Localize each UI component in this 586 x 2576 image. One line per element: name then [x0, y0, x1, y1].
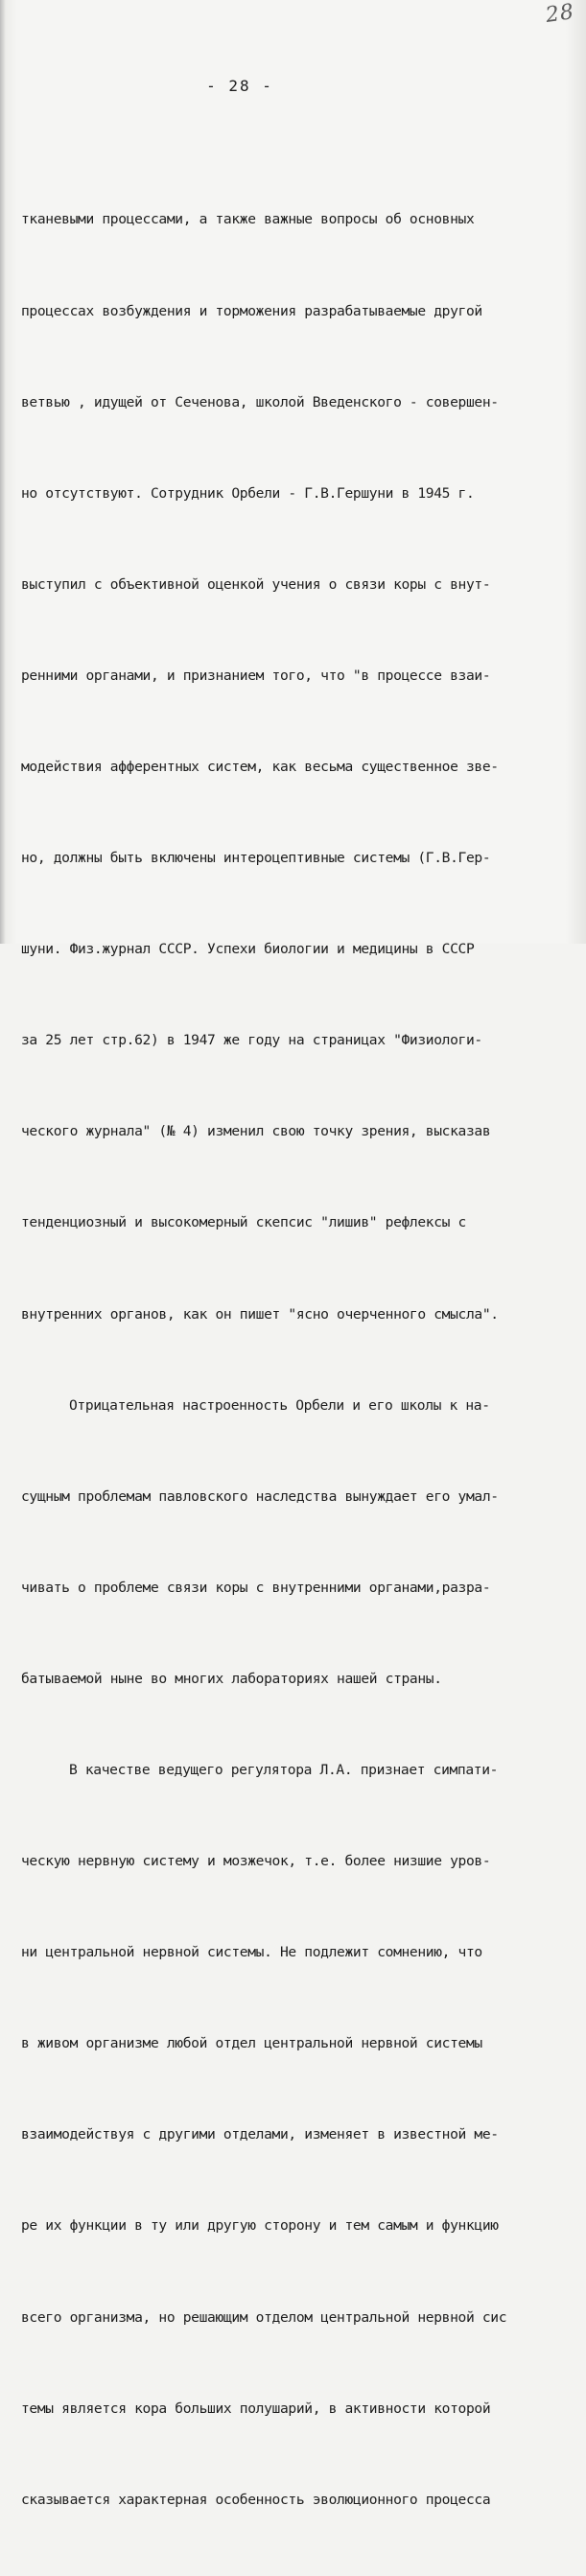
text-line: выступил с объективной оценкой учения о связи коры с внут-	[21, 575, 491, 593]
text-line: шуни. Физ.журнал СССР. Успехи биологии и медицины в СССР	[21, 941, 475, 958]
text-line: ветвью , идущей от Сеченова, школой Введенского - совершен-	[21, 393, 499, 410]
text-line: тканевыми процессами, а также важные вопросы об основных	[21, 211, 475, 228]
text-line: за 25 лет стр.62) в 1947 же году на страницах "Физиологи-	[21, 1032, 482, 1049]
handwritten-page-number: 28	[544, 0, 576, 28]
text-line: батываемой ныне во многих лабораториях нашей страны.	[21, 1670, 442, 1687]
text-line: темы является кора больших полушарий, в активности которой	[21, 2400, 491, 2417]
text-line: сказывается характерная особенность эволюционного процесса	[21, 2491, 491, 2508]
text-line: ре их функции в ту или другую сторону и тем самым и функцию	[21, 2217, 499, 2235]
text-line: тенденциозный и высокомерный скепсис "лишив" рефлексы с	[21, 1214, 466, 1231]
text-line: сущным проблемам павловского наследства вынуждает его умал-	[21, 1487, 499, 1505]
text-line: в живом организме любой отдел центральной нервной системы	[21, 2035, 482, 2052]
text-line: чивать о проблеме связи коры с внутренними органами,разра-	[21, 1579, 491, 1596]
text-line: но отсутствуют. Сотрудник Орбели - Г.В.Гершуни в 1945 г.	[21, 484, 475, 502]
text-line: ческого журнала" (№ 4) изменил свою точку зрения, высказав	[21, 1123, 491, 1140]
text-line: ни центральной нервной системы. Не подлежит сомнению, что	[21, 1944, 482, 1961]
typed-body-text	[21, 144, 582, 2576]
text-line: ренними органами, и признанием того, что "в процессе взаи-	[21, 667, 491, 684]
text-line: всего организма, но решающим отделом центральной нервной сис	[21, 2308, 507, 2326]
paragraph-first-line: Отрицательная настроенность Орбели и его школы к на-	[69, 1396, 490, 1414]
text-line: ческую нервную систему и мозжечок, т.е. более низшие уров-	[21, 1853, 491, 1870]
text-line: внутренних органов, как он пишет "ясно очерченного смысла".	[21, 1305, 499, 1323]
text-line: но, должны быть включены интероцептивные системы (Г.В.Гер-	[21, 850, 491, 867]
text-line: модействия афферентных систем, как весьма существенное зве-	[21, 758, 499, 775]
text-line: взаимодействуя с другими отделами, изменяет в известной ме-	[21, 2126, 499, 2143]
page-number: - 28 -	[206, 77, 273, 95]
paragraph-first-line: В качестве ведущего регулятора Л.А. признает симпати-	[69, 1762, 499, 1778]
text-line: процессах возбуждения и торможения разрабатываемые другой	[21, 302, 482, 319]
page-edge-shadow	[0, 0, 6, 944]
